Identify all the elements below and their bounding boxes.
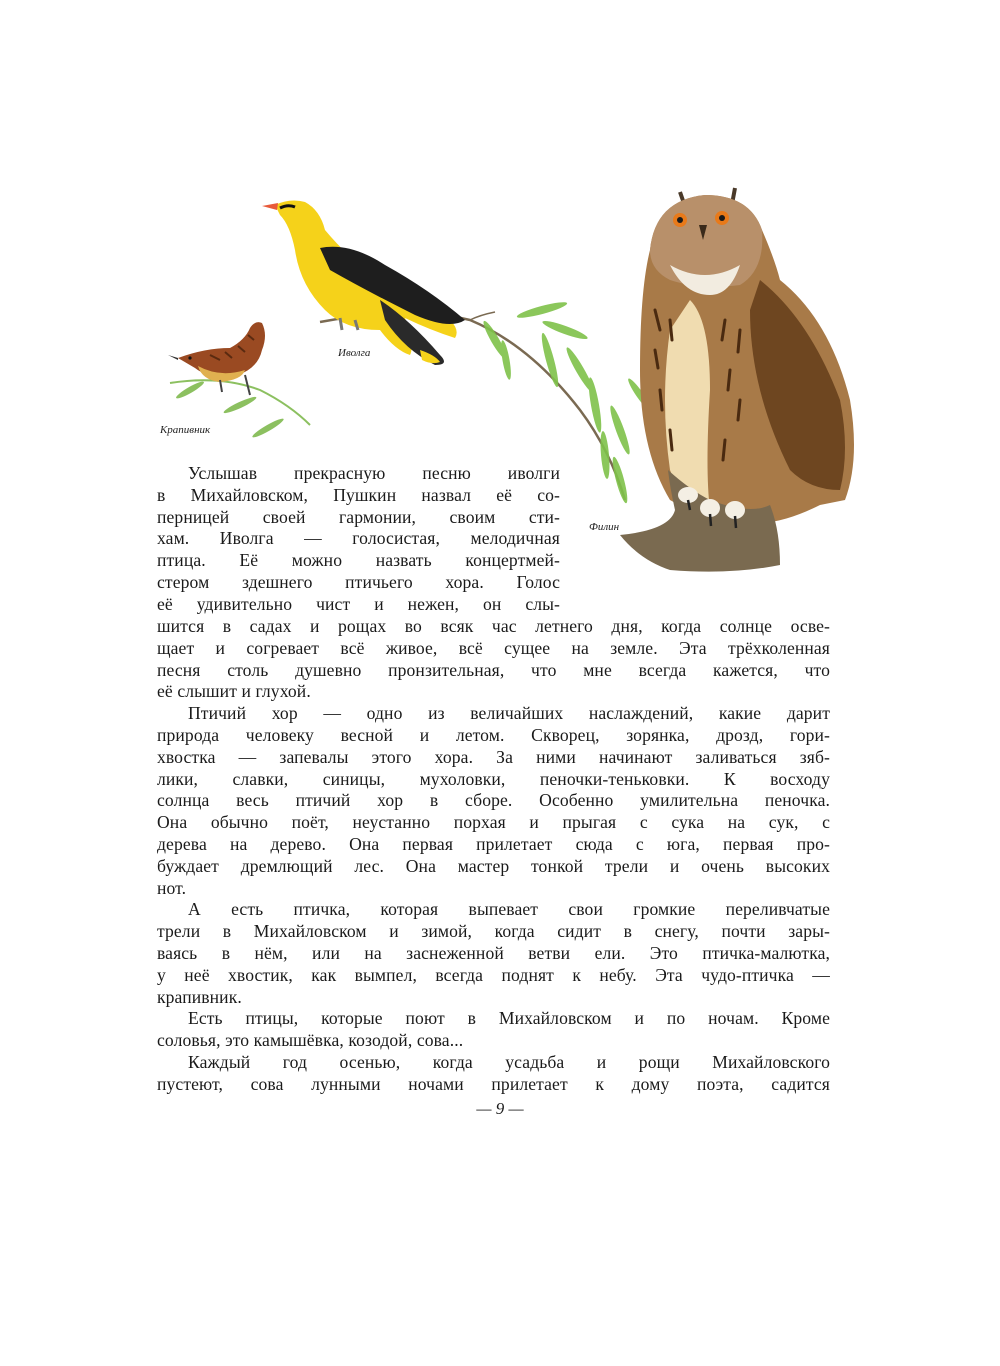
- text-line: ваясь в нём, или на заснеженной ветви ели. Это птичка-малютка,: [157, 942, 830, 963]
- text-line: Она обычно поёт, неустанно порхая и прыгая с сука на сук, с: [157, 812, 830, 833]
- caption-eagle-owl: Филин: [589, 521, 620, 533]
- caption-oriole: Иволга: [338, 347, 371, 359]
- text-line: птица. Её можно назвать концертмей-: [157, 550, 560, 571]
- text-line: природа человеку весной и летом. Скворец, зорянка, дрозд, гори-: [157, 724, 830, 745]
- text-line: солнца весь птичий хор в сборе. Особенно умилительна пеночка.: [157, 790, 830, 811]
- text-line: песня столь душевно пронзительная, что мне всегда кажется, что: [157, 659, 830, 680]
- text-line: Есть птицы, которые поют в Михайловском и по ночам. Кроме: [188, 1008, 830, 1029]
- text-line: Услышав прекрасную песню иволги: [188, 463, 560, 483]
- text-line: Птичий хор — одно из величайших наслаждений, какие дарит: [188, 703, 830, 724]
- text-line: щает и согревает всё живое, всё сущее на земле. Эта трёхколенная: [157, 637, 830, 658]
- text-line: нот.: [157, 877, 187, 898]
- text-line: крапивник.: [157, 986, 242, 1007]
- page-number: — 9 —: [476, 1099, 524, 1118]
- text-line: соловья, это камышёвка, козодой, сова...: [157, 1030, 464, 1051]
- eagle-owl-icon: [620, 188, 854, 572]
- text-line: А есть птичка, которая выпевает свои громкие переливчатые: [188, 899, 830, 920]
- text-line: её слышит и глухой.: [157, 681, 311, 702]
- text-line: пустеют, сова лунными ночами прилетает к дому поэта, садится: [157, 1073, 830, 1094]
- body-text: [157, 616, 830, 1096]
- text-line: её удивительно чист и нежен, он слы-: [157, 593, 560, 614]
- text-line: Каждый год осенью, когда усадьба и рощи Михайловского: [188, 1051, 830, 1072]
- text-line: перницей своей гармонии, своим сти-: [157, 506, 560, 527]
- text-line: буждает дремлющий лес. Она мастер тонкой трели и очень высоких: [157, 855, 830, 876]
- text-line: стером здешнего птичьего хора. Голос: [157, 571, 560, 592]
- text-line: лики, славки, синицы, мухоловки, пеночки-теньковки. К восходу: [157, 768, 830, 789]
- caption-wren: Крапивник: [160, 424, 211, 436]
- text-line: шится в садах и рощах во всяк час летнего дня, когда солнце осве-: [157, 616, 830, 636]
- oriole-icon: [262, 201, 465, 365]
- text-line: дерева на дерево. Она первая прилетает сюда с юга, первая про-: [157, 833, 830, 854]
- text-line: хам. Иволга — голосистая, мелодичная: [157, 528, 560, 549]
- paragraph-1-narrow: [157, 463, 560, 616]
- text-line: трели в Михайловском и зимой, когда сидит в снегу, почти зары-: [157, 921, 830, 942]
- text-line: у неё хвостик, как вымпел, всегда поднят к небу. Эта чудо-птичка —: [157, 964, 830, 985]
- wren-icon: [168, 322, 265, 395]
- text-line: хвостка — запевалы этого хора. За ними начинают заливаться зяб-: [157, 746, 830, 767]
- text-line: в Михайловском, Пушкин назвал её со-: [157, 484, 560, 505]
